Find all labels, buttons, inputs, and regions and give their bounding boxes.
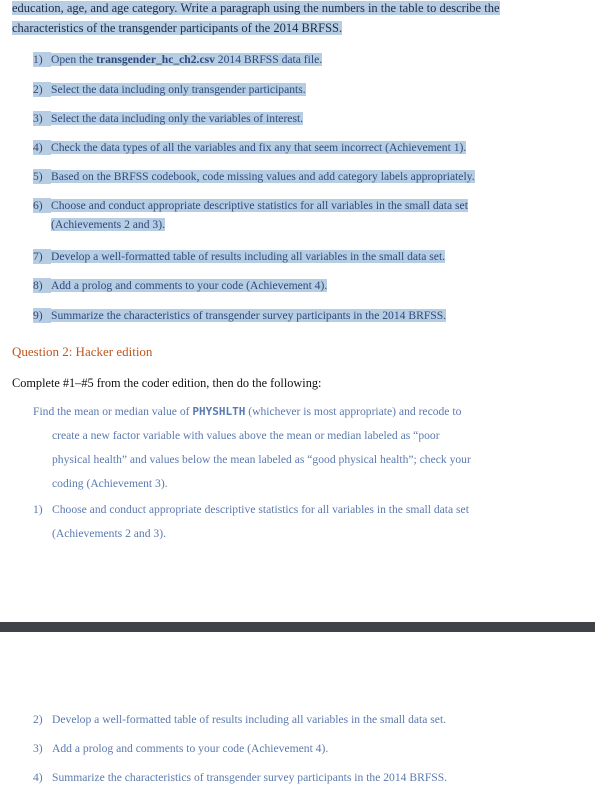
coder-item-4: 4) Check the data types of all the variables and fix any that seem incorrect (Achievement 1). [33,141,467,154]
hacker-item-1: 1) Choose and conduct appropriate descriptive statistics for all variables in the small data set (Achievements 2 and 3). [33,503,469,540]
intro-line-2: characteristics of the transgender participants of the 2014 BRFSS. [12,21,343,35]
hacker-item-2: 2) Develop a well-formatted table of results including all variables in the small data set. [33,713,447,726]
intro-paragraph [12,0,532,38]
variable-physhlth: PHYSHLTH [192,405,246,418]
coder-item-8: 8) Add a prolog and comments to your code (Achievement 4). [33,279,328,292]
hacker-item-3: 3) Add a prolog and comments to your code (Achievement 4). [33,742,329,755]
page-separator [0,622,595,632]
coder-item-3: 3) Select the data including only the variables of interest. [33,112,304,125]
coder-item-6: 6) Choose and conduct appropriate descriptive statistics for all variables in the small data set (Achievements 2 and 3). [33,199,468,231]
hacker-item-4: 4) Summarize the characteristics of transgender survey participants in the 2014 BRFSS. [33,771,448,784]
intro-line-1: education, age, and age category. Write a paragraph using the numbers in the table to describe the [12,1,500,15]
coder-item-9: 9) Summarize the characteristics of transgender survey participants in the 2014 BRFSS. [33,309,447,322]
document-page-2 [0,632,595,812]
find-mean-paragraph: Find the mean or median value of PHYSHLTH (whichever is most appropriate) and recode to create a new factor variable with values above the mean or median labeled as “poor physical health” and values below the mean labeled as “good physical health”; check your coding (Achievement 3). [33,405,471,490]
complete-instruction: Complete #1–#5 from the coder edition, then do the following: [12,376,322,390]
data-file-name: transgender_hc_ch2.csv [96,53,215,66]
coder-item-2: 2) Select the data including only transgender participants. [33,83,306,96]
coder-item-7: 7) Develop a well-formatted table of results including all variables in the small data set. [33,250,446,263]
question-2-heading: Question 2: Hacker edition [12,344,153,359]
coder-item-1: 1) Open the transgender_hc_ch2.csv 2014 BRFSS data file. [33,53,323,66]
coder-item-5: 5) Based on the BRFSS codebook, code missing values and add category labels appropriately. [33,170,475,183]
